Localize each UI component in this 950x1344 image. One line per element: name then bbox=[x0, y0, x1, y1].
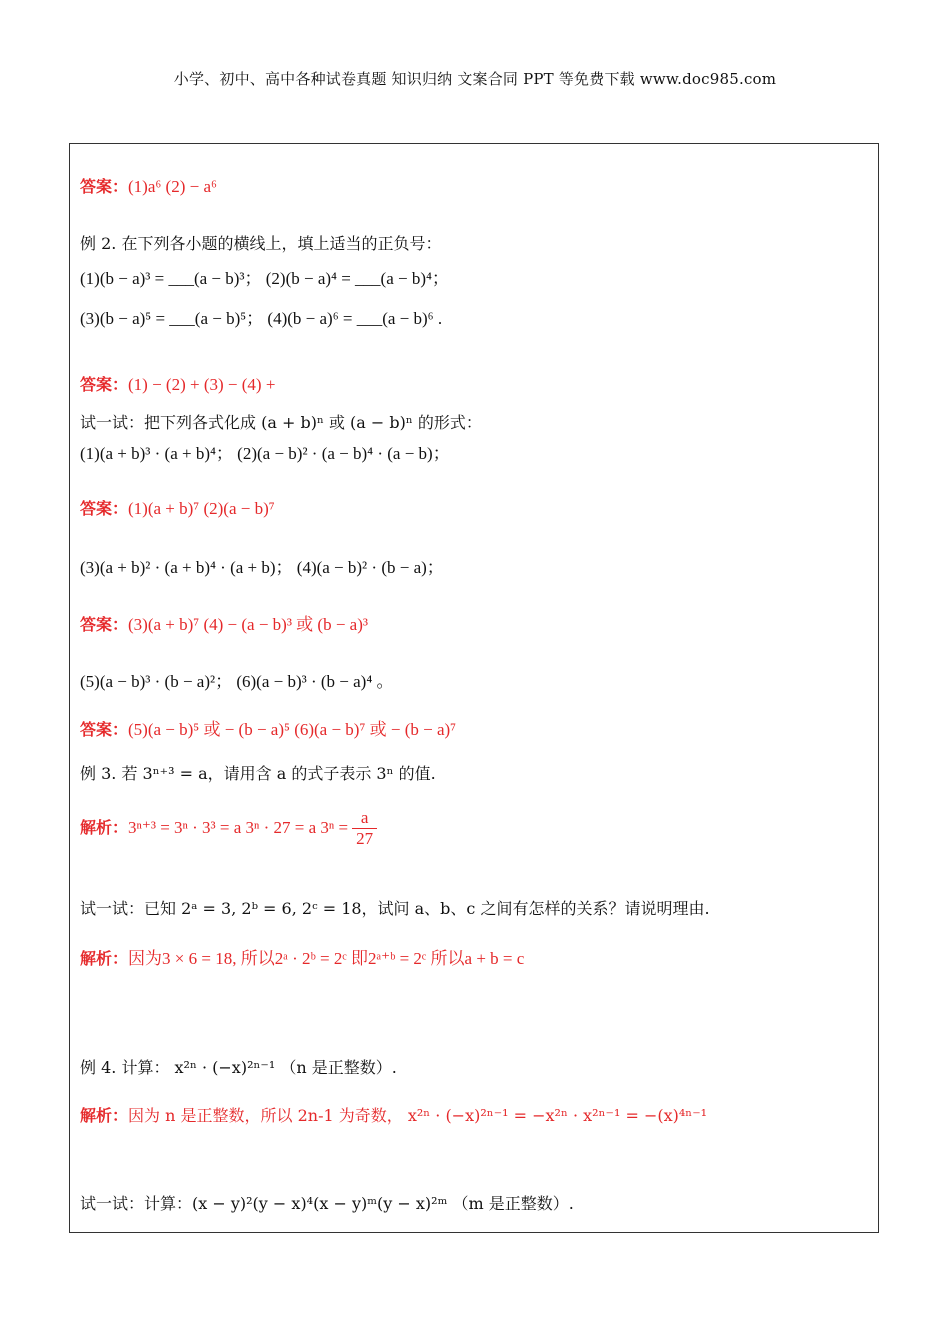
example-text: 若 3ⁿ⁺³ = a，请用含 a 的式子表示 3ⁿ 的值. bbox=[116, 764, 436, 783]
answer-text: (1)a⁶ (2) − a⁶ bbox=[128, 177, 217, 196]
example-label: 例 4. bbox=[80, 1058, 117, 1077]
try-label: 试一试： bbox=[80, 1194, 145, 1213]
try-label: 试一试： bbox=[80, 413, 145, 432]
solution-text: 因为 n 是正整数，所以 2n-1 为奇数， x²ⁿ · (−x)²ⁿ⁻¹ = −x²ⁿ · x²ⁿ⁻¹ = −(x)⁴ⁿ⁻¹ bbox=[128, 1106, 708, 1125]
answer-line-1 bbox=[80, 174, 217, 197]
try-2-title bbox=[80, 896, 710, 919]
solution-text: 因为3 × 6 = 18, 所以2ᵃ · 2ᵇ = 2ᶜ 即2ᵃ⁺ᵇ = 2ᶜ 所以a + b = c bbox=[128, 949, 525, 968]
example-2-items-1-2: (1)(b − a)³ = ___(a − b)³； (2)(b − a)⁴ = ___(a − b)⁴； bbox=[80, 269, 449, 288]
answer-line-5 bbox=[80, 715, 456, 740]
answer-label: 答案： bbox=[80, 375, 129, 394]
try-3-title bbox=[80, 1191, 574, 1214]
solution-label: 解析： bbox=[80, 818, 129, 837]
example-text: 在下列各小题的横线上，填上适当的正负号： bbox=[116, 234, 442, 253]
example-4-title bbox=[80, 1055, 397, 1078]
example-3-title bbox=[80, 761, 436, 784]
answer-text: (3)(a + b)⁷ (4) − (a − b)³ 或 (b − a)³ bbox=[128, 615, 368, 634]
try-1-items-3-4: (3)(a + b)² · (a + b)⁴ · (a + b)； (4)(a − b)² · (b − a)； bbox=[80, 558, 444, 577]
solution-text: 3ⁿ⁺³ = 3ⁿ · 3³ = a 3ⁿ · 27 = a 3ⁿ = bbox=[128, 818, 349, 837]
answer-label: 答案： bbox=[80, 177, 129, 196]
solution-line-3 bbox=[80, 808, 377, 849]
answer-line-3 bbox=[80, 496, 275, 519]
example-2-title bbox=[80, 231, 441, 254]
answer-text: (5)(a − b)⁵ 或 − (b − a)⁵ (6)(a − b)⁷ 或 − (b − a)⁷ bbox=[128, 720, 457, 739]
answer-line-4 bbox=[80, 610, 368, 635]
solution-line-4 bbox=[80, 944, 524, 969]
example-label: 例 2. bbox=[80, 234, 117, 253]
page-header: 小学、初中、高中各种试卷真题 知识归纳 文案合同 PPT 等免费下载 www.doc985.com bbox=[173, 70, 777, 88]
fraction bbox=[352, 808, 377, 849]
solution-label: 解析： bbox=[80, 949, 129, 968]
example-2-items-3-4: (3)(b − a)⁵ = ___(a − b)⁵； (4)(b − a)⁶ = ___(a − b)⁶ . bbox=[80, 309, 443, 328]
example-text: 计算： x²ⁿ · (−x)²ⁿ⁻¹ （n 是正整数）. bbox=[116, 1058, 397, 1077]
try-1-items-1-2: (1)(a + b)³ · (a + b)⁴； (2)(a − b)² · (a − b)⁴ · (a − b)； bbox=[80, 444, 450, 463]
answer-text: (1)(a + b)⁷ (2)(a − b)⁷ bbox=[128, 499, 275, 518]
try-text: 已知 2ᵃ = 3, 2ᵇ = 6, 2ᶜ = 18，试问 a、b、c 之间有怎样的关系？请说明理由. bbox=[144, 899, 710, 918]
try-label: 试一试： bbox=[80, 899, 145, 918]
answer-text: (1) − (2) + (3) − (4) + bbox=[128, 375, 276, 394]
try-text: 计算：(x − y)²(y − x)⁴(x − y)ᵐ(y − x)²ᵐ （m 是正整数）. bbox=[144, 1194, 574, 1213]
answer-label: 答案： bbox=[80, 499, 129, 518]
solution-label: 解析： bbox=[80, 1106, 129, 1125]
try-1-items-5-6: (5)(a − b)³ · (b − a)²； (6)(a − b)³ · (b − a)⁴ 。 bbox=[80, 672, 394, 691]
answer-line-2 bbox=[80, 372, 275, 395]
solution-line-5 bbox=[80, 1103, 707, 1126]
try-text: 把下列各式化成 (a + b)ⁿ 或 (a − b)ⁿ 的形式： bbox=[144, 413, 482, 432]
fraction-denominator: 27 bbox=[356, 829, 374, 848]
answer-label: 答案： bbox=[80, 720, 129, 739]
example-label: 例 3. bbox=[80, 764, 117, 783]
fraction-numerator: a bbox=[352, 808, 377, 829]
answer-label: 答案： bbox=[80, 615, 129, 634]
try-1-title bbox=[80, 410, 482, 433]
